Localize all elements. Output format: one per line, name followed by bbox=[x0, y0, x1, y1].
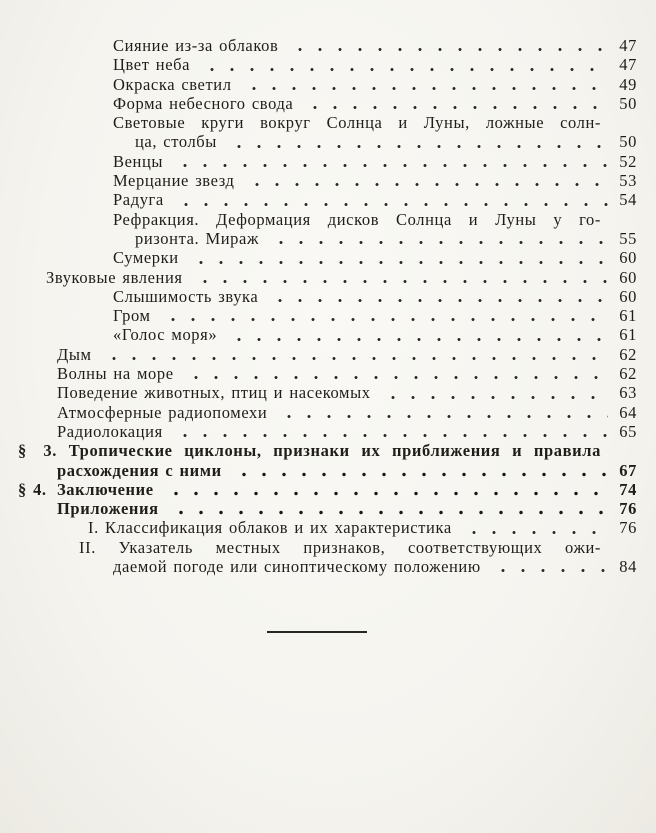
leader-dots bbox=[174, 190, 608, 209]
entry-page: 61 bbox=[619, 306, 637, 326]
leader-dots bbox=[288, 36, 608, 55]
entry-title: II. Указатель местных признаков, соответствующих ожи- bbox=[79, 537, 601, 557]
entry-title: Приложения bbox=[57, 499, 159, 519]
entry-title: Сумерки bbox=[113, 248, 179, 268]
entry-page: 55 bbox=[619, 228, 637, 248]
leader-dots bbox=[491, 557, 608, 576]
toc-row bbox=[0, 171, 637, 190]
toc-row bbox=[0, 325, 637, 344]
entry-title: Форма небесного свода bbox=[113, 93, 294, 113]
toc-row bbox=[0, 268, 637, 287]
toc-row bbox=[0, 364, 637, 383]
leader-dots bbox=[173, 152, 608, 171]
leader-dots bbox=[173, 422, 608, 441]
entry-page: 63 bbox=[619, 383, 637, 403]
entry-page: 60 bbox=[619, 248, 637, 268]
entry-page: 76 bbox=[619, 518, 637, 538]
toc-row bbox=[0, 345, 637, 364]
entry-page: 62 bbox=[619, 364, 637, 384]
toc-row bbox=[0, 538, 637, 557]
entry-title: Тропические циклоны, признаки их приближения и правила bbox=[68, 441, 601, 461]
leader-dots bbox=[303, 94, 608, 113]
entry-page: 64 bbox=[619, 402, 637, 422]
entry-title: Заключение bbox=[57, 479, 154, 499]
entry-page: 52 bbox=[619, 151, 637, 171]
leader-dots bbox=[277, 403, 608, 422]
entry-title: Поведение животных, птиц и насекомых bbox=[57, 383, 371, 403]
entry-title: Венцы bbox=[113, 151, 164, 171]
entry-title: Сияние из-за облаков bbox=[113, 36, 279, 55]
leader-dots bbox=[232, 461, 608, 480]
toc-row bbox=[0, 75, 637, 94]
entry-page: 54 bbox=[619, 190, 637, 210]
leader-dots bbox=[164, 480, 608, 499]
entry-page: 50 bbox=[619, 132, 637, 152]
toc-row bbox=[0, 422, 637, 441]
entry-title: Радиолокация bbox=[57, 421, 163, 441]
entry-title: ризонта. Мираж bbox=[135, 228, 259, 248]
toc-row bbox=[0, 190, 637, 209]
leader-dots bbox=[200, 55, 608, 74]
entry-title: Гром bbox=[113, 306, 151, 326]
toc-row bbox=[0, 248, 637, 267]
toc-row bbox=[0, 36, 637, 55]
entry-title: Слышимость звука bbox=[113, 286, 259, 306]
toc-row bbox=[0, 287, 637, 306]
separator-rule bbox=[267, 631, 367, 633]
leader-dots bbox=[193, 268, 608, 287]
toc-row bbox=[0, 306, 637, 325]
entry-page: 65 bbox=[619, 421, 637, 441]
leader-dots bbox=[227, 325, 608, 344]
toc-row bbox=[0, 557, 637, 576]
toc-row bbox=[0, 113, 637, 132]
entry-page: 74 bbox=[619, 479, 637, 499]
leader-dots bbox=[184, 364, 608, 383]
toc-row bbox=[0, 152, 637, 171]
section-marker: § 4. bbox=[18, 479, 47, 499]
leader-dots bbox=[242, 75, 608, 94]
entry-page: 84 bbox=[619, 557, 637, 577]
leader-dots bbox=[189, 248, 608, 267]
leader-dots bbox=[462, 518, 608, 537]
entry-title: Звуковые явления bbox=[46, 267, 183, 287]
toc-row bbox=[0, 480, 637, 499]
section-marker: § 3. bbox=[18, 441, 57, 461]
entry-title: Цвет неба bbox=[113, 55, 191, 75]
entry-page: 60 bbox=[619, 286, 637, 306]
leader-dots bbox=[268, 287, 608, 306]
entry-page: 61 bbox=[619, 325, 637, 345]
toc-row bbox=[0, 210, 637, 229]
toc-row bbox=[0, 94, 637, 113]
entry-title: Радуга bbox=[113, 190, 164, 210]
toc-row bbox=[0, 499, 637, 518]
leader-dots bbox=[161, 306, 608, 325]
entry-title: ца, столбы bbox=[135, 132, 217, 152]
entry-page: 62 bbox=[619, 344, 637, 364]
leader-dots bbox=[245, 171, 608, 190]
entry-page: 53 bbox=[619, 171, 637, 191]
entry-title: расхождения с ними bbox=[57, 460, 222, 480]
entry-page: 49 bbox=[619, 74, 637, 94]
table-of-contents bbox=[0, 36, 656, 576]
entry-title: даемой погоде или синоптическому положению bbox=[113, 557, 481, 577]
leader-dots bbox=[169, 499, 608, 518]
leader-dots bbox=[381, 383, 608, 402]
toc-row bbox=[0, 441, 637, 460]
entry-page: 50 bbox=[619, 93, 637, 113]
entry-page: 76 bbox=[619, 499, 637, 519]
leader-dots bbox=[227, 132, 608, 151]
entry-title: «Голос моря» bbox=[113, 325, 218, 345]
entry-title: Рефракция. Деформация дисков Солнца и Луны у го- bbox=[113, 209, 601, 229]
entry-page: 47 bbox=[619, 55, 637, 75]
entry-page: 47 bbox=[619, 36, 637, 55]
entry-title: I. Классификация облаков и их характеристика bbox=[88, 518, 452, 538]
entry-title: Окраска светил bbox=[113, 74, 232, 94]
toc-row bbox=[0, 461, 637, 480]
entry-title: Волны на море bbox=[57, 364, 174, 384]
entry-page: 60 bbox=[619, 267, 637, 287]
leader-dots bbox=[102, 345, 608, 364]
toc-row bbox=[0, 403, 637, 422]
toc-row bbox=[0, 55, 637, 74]
toc-row bbox=[0, 132, 637, 151]
entry-title: Световые круги вокруг Солнца и Луны, ложные солн- bbox=[113, 113, 601, 133]
entry-title: Атмосферные радиопомехи bbox=[57, 402, 268, 422]
entry-title: Дым bbox=[57, 344, 92, 364]
toc-row bbox=[0, 229, 637, 248]
toc-row bbox=[0, 518, 637, 537]
leader-dots bbox=[269, 229, 608, 248]
entry-page: 67 bbox=[619, 460, 637, 480]
toc-row bbox=[0, 383, 637, 402]
entry-title: Мерцание звезд bbox=[113, 171, 235, 191]
